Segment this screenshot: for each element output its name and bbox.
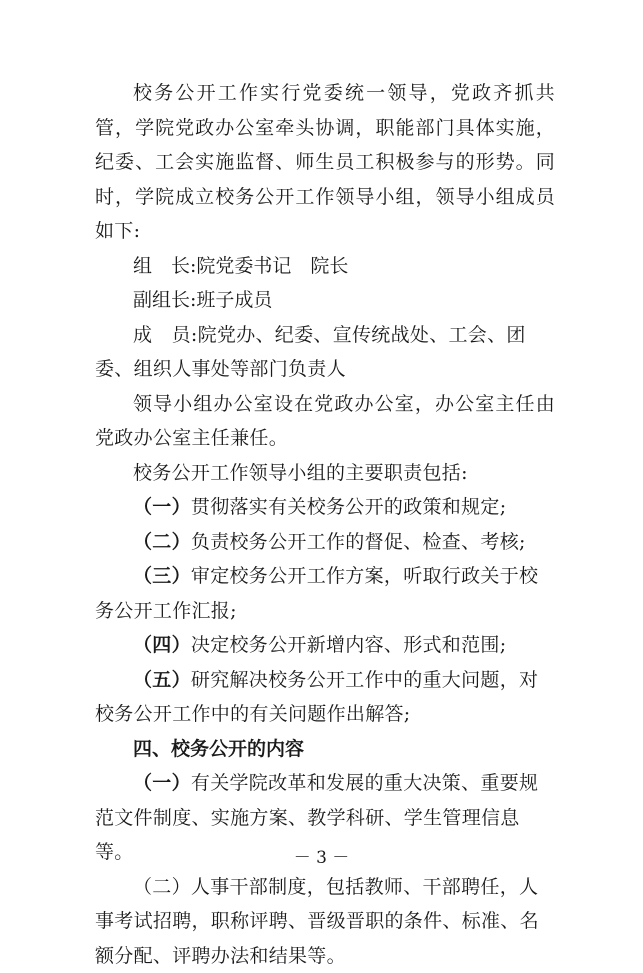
duty-text: 研究解决校务公开工作中的重大问题，对校务公开工作中的有关问题作出解答; [95, 669, 538, 726]
member-label: 成 员: [133, 324, 198, 346]
duty-text: 贯彻落实有关校务公开的政策和规定; [191, 496, 507, 518]
section-heading: 四、校务公开的内容 [95, 732, 555, 767]
member-line [95, 318, 555, 387]
duty-item [95, 663, 555, 732]
duty-item [95, 490, 555, 525]
duty-text: 决定校务公开新增内容、形式和范围; [191, 634, 507, 656]
leader-label: 组 长: [133, 255, 196, 277]
duty-item [95, 559, 555, 628]
content-number: （二） [133, 876, 191, 898]
deputy-value: 班子成员 [196, 289, 272, 311]
deputy-line [95, 283, 555, 318]
duty-item [95, 628, 555, 663]
leader-line [95, 249, 555, 284]
member-value: 院党办、纪委、宣传统战处、工会、团委、组织人事处等部门负责人 [95, 324, 526, 381]
duty-text: 审定校务公开工作方案，听取行政关于校务公开工作汇报; [95, 565, 538, 622]
content-text: 有关学院改革和发展的重大决策、重要规范文件制度、实施方案、教学科研、学生管理信息等。 [95, 772, 538, 863]
duty-number: （四） [133, 634, 191, 656]
duty-number: （二） [133, 531, 191, 553]
deputy-label: 副组长: [133, 289, 196, 311]
page-number: － 3 － [0, 843, 643, 868]
duty-number: （五） [133, 669, 191, 691]
content-number: （一） [133, 772, 191, 794]
paragraph-duties-intro: 校务公开工作领导小组的主要职责包括: [95, 456, 555, 491]
content-item [95, 870, 555, 973]
paragraph-leadership: 校务公开工作实行党委统一领导，党政齐抓共管，学院党政办公室牵头协调，职能部门具体实施，纪委、工会实施监督、师生员工积极参与的形势。同时，学院成立校务公开工作领导小组，领导小组成员如下: [95, 76, 555, 249]
duty-number: （三） [133, 565, 191, 587]
leader-value: 院党委书记 院长 [196, 255, 348, 277]
content-text: 人事干部制度，包括教师、干部聘任，人事考试招聘，职称评聘、晋级晋职的条件、标准、名额分配、评聘办法和结果等。 [95, 876, 539, 967]
paragraph-office: 领导小组办公室设在党政办公室，办公室主任由党政办公室主任兼任。 [95, 387, 555, 456]
document-body [95, 76, 555, 973]
duty-text: 负责校务公开工作的督促、检查、考核; [191, 531, 526, 553]
duty-number: （一） [133, 496, 191, 518]
duty-item [95, 525, 555, 560]
